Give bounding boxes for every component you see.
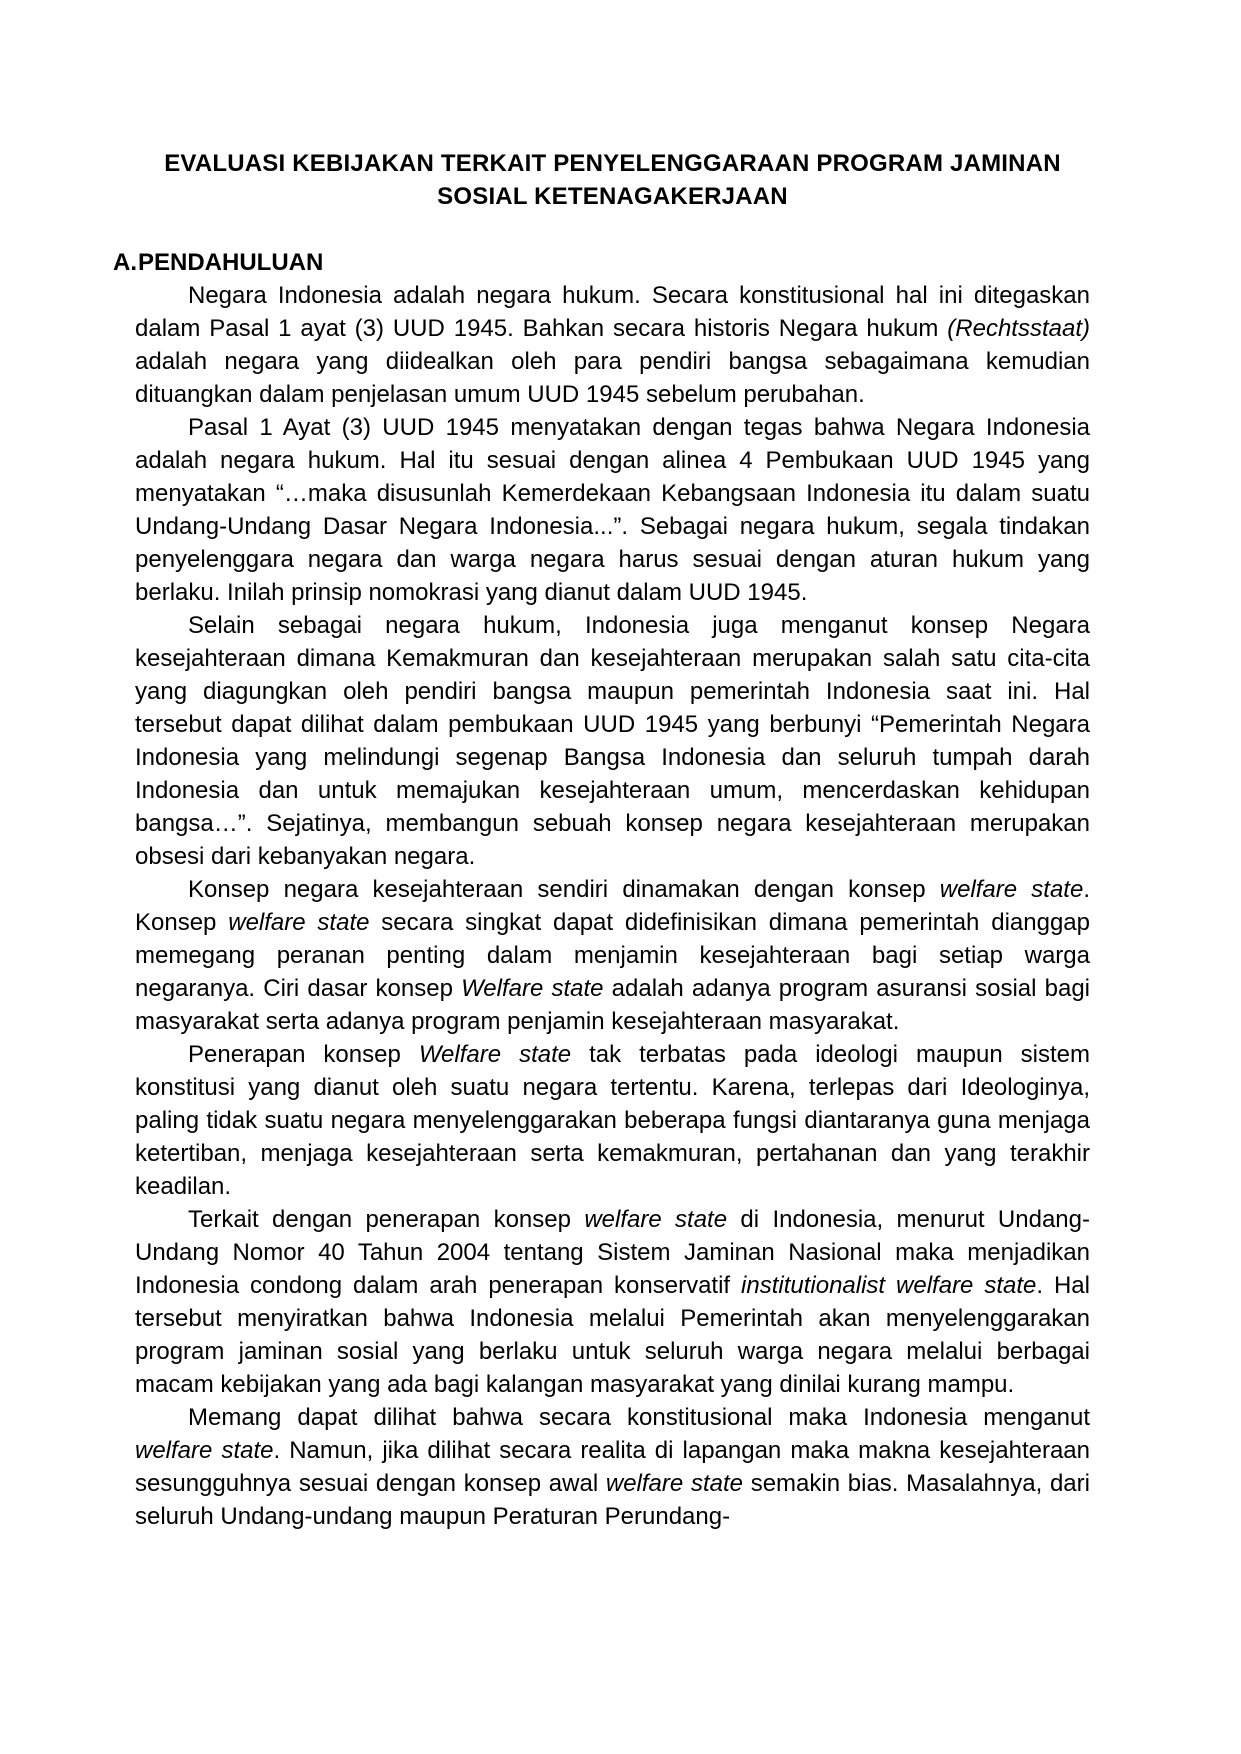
paragraph <box>135 873 1090 1038</box>
paragraph <box>135 1038 1090 1203</box>
text-run: adalah negara yang diidealkan oleh para pendiri bangsa sebagaimana kemudian dituangkan dalam penjelasan umum UUD 1945 sebelum perubahan. <box>135 348 1090 408</box>
paragraph <box>135 279 1090 411</box>
italic-text-run: Welfare state <box>461 975 604 1002</box>
italic-text-run: institutionalist welfare state <box>741 1272 1037 1299</box>
text-run: secara singkat dapat didefinisikan dimana pemerintah dianggap memegang peranan penting dalam menjamin kesejahteraan bagi setiap warga negaranya. Ciri dasar konsep <box>135 909 1090 1002</box>
text-run: . Konsep <box>135 876 1090 936</box>
italic-text-run: welfare state <box>135 1437 274 1464</box>
document-title-line-1: EVALUASI KEBIJAKAN TERKAIT PENYELENGGARAAN PROGRAM JAMINAN <box>164 150 1061 177</box>
paragraph <box>135 609 1090 873</box>
document-title <box>135 147 1090 213</box>
paragraph <box>135 411 1090 609</box>
text-run: Selain sebagai negara hukum, Indonesia juga menganut konsep Negara kesejahteraan dimana Kemakmuran dan kesejahteraan merupakan salah satu cita-cita yang diagungkan oleh pendiri bangsa maupun pemerintah Indonesia saat ini. Hal tersebut dapat dilihat dalam pembukaan UUD 1945 yang berbunyi “Pemerintah Negara Indonesia yang melindungi segenap Bangsa Indonesia dan seluruh tumpah darah Indonesia dan untuk memajukan kesejahteraan umum, mencerdaskan kehidupan bangsa…”. Sejatinya, membangun sebuah konsep negara kesejahteraan merupakan obsesi dari kebanyakan negara. <box>135 612 1090 870</box>
section-title: PENDAHULUAN <box>138 249 324 276</box>
text-run: tak terbatas pada ideologi maupun sistem konstitusi yang dianut oleh suatu negara tertentu. Karena, terlepas dari Ideologinya, paling tidak suatu negara menyelenggarakan beberapa fungsi diantaranya guna menjaga ketertiban, menjaga kesejahteraan serta kemakmuran, pertahanan dan yang terakhir keadilan. <box>135 1041 1091 1200</box>
section-label: A. <box>113 249 137 276</box>
text-run: . Namun, jika dilihat secara realita di lapangan maka makna kesejahteraan sesungguhnya sesuai dengan konsep awal <box>135 1437 1090 1497</box>
text-run: Terkait dengan penerapan konsep <box>188 1206 585 1233</box>
text-run: Pasal 1 Ayat (3) UUD 1945 menyatakan dengan tegas bahwa Negara Indonesia adalah negara hukum. Hal itu sesuai dengan alinea 4 Pembukaan UUD 1945 yang menyatakan “…maka disusunlah Kemerdekaan Kebangsaan Indonesia itu dalam suatu Undang-Undang Dasar Negara Indonesia...”. Sebagai negara hukum, segala tindakan penyelenggara negara dan warga negara harus sesuai dengan aturan hukum yang berlaku. Inilah prinsip nomokrasi yang dianut dalam UUD 1945. <box>135 414 1090 606</box>
paragraph <box>135 1401 1090 1533</box>
paragraph <box>135 1203 1090 1401</box>
text-run: Memang dapat dilihat bahwa secara konstitusional maka Indonesia menganut <box>188 1404 1090 1431</box>
text-run: semakin bias. Masalahnya, dari seluruh Undang-undang maupun Peraturan Perundang- <box>135 1470 1090 1530</box>
italic-text-run: (Rechtsstaat) <box>947 315 1090 342</box>
text-run: Negara Indonesia adalah negara hukum. Secara konstitusional hal ini ditegaskan dalam Pasal 1 ayat (3) UUD 1945. Bahkan secara historis Negara hukum <box>135 282 1090 342</box>
section-heading <box>113 246 1090 279</box>
text-run: di Indonesia, menurut Undang-Undang Nomor 40 Tahun 2004 tentang Sistem Jaminan Nasional maka menjadikan Indonesia condong dalam arah penerapan konservatif <box>135 1206 1090 1299</box>
text-run: Konsep negara kesejahteraan sendiri dinamakan dengan konsep <box>188 876 940 903</box>
text-run: adalah adanya program asuransi sosial bagi masyarakat serta adanya program penjamin kesejahteraan masyarakat. <box>135 975 1090 1035</box>
italic-text-run: welfare state <box>584 1206 728 1233</box>
text-run: Penerapan konsep <box>188 1041 419 1068</box>
italic-text-run: welfare state <box>228 909 370 936</box>
document-title-line-2: SOSIAL KETENAGAKERJAAN <box>437 183 788 210</box>
italic-text-run: welfare state <box>939 876 1084 903</box>
italic-text-run: Welfare state <box>418 1041 572 1068</box>
italic-text-run: welfare state <box>605 1470 743 1497</box>
document-content <box>113 147 1091 1533</box>
text-run: . Hal tersebut menyiratkan bahwa Indonesia melalui Pemerintah akan menyelenggarakan program jaminan sosial yang berlaku untuk seluruh warga negara melalui berbagai macam kebijakan yang ada bagi kalangan masyarakat yang dinilai kurang mampu. <box>135 1272 1090 1398</box>
document-body <box>135 279 1090 1533</box>
